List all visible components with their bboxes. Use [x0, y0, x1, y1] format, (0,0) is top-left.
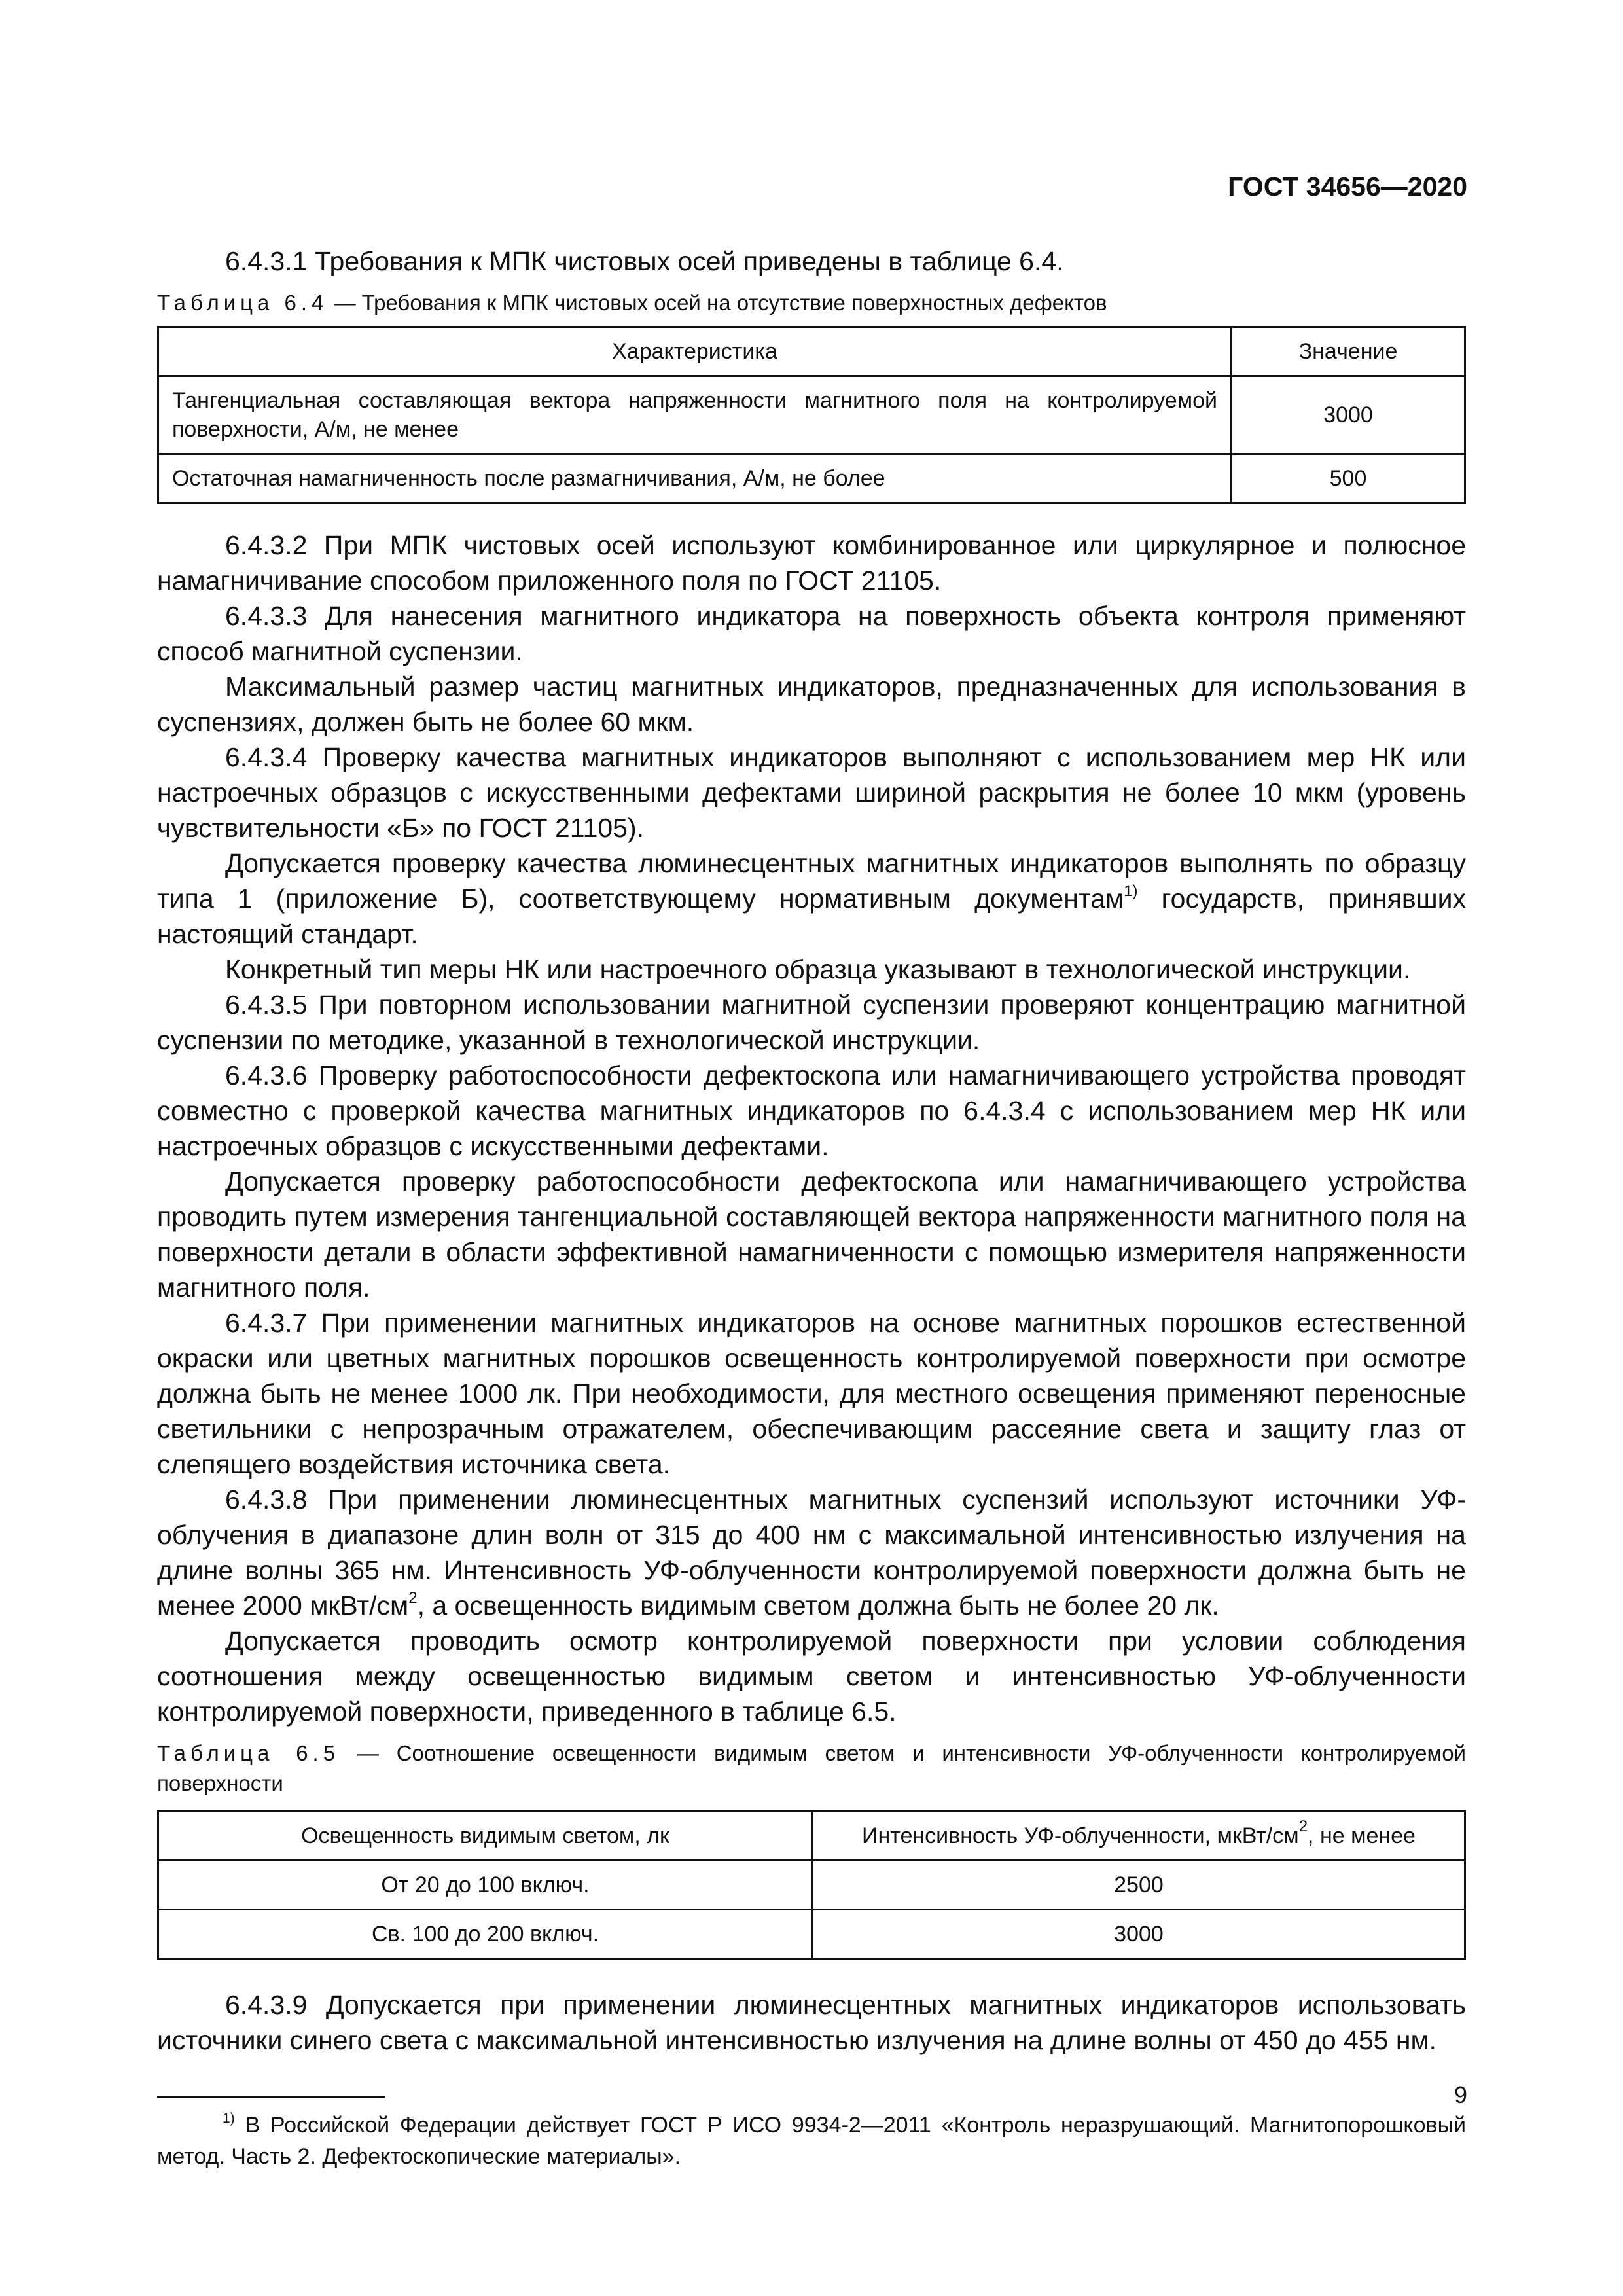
paragraph-text: 6.4.3.8 При применении люминесцентных магнитных суспензий используют источники УФ-облучения в диапазоне длин волн от 315 до 400 нм с максимальной интенсивностью излучения на длине волны 365 нм. Интенсивность УФ-облученности контролируемой поверхности должна быть не менее 2000 мкВт/см [157, 1484, 1466, 1621]
cell-value: 500 [1232, 454, 1465, 503]
column-header-value: Значение [1232, 327, 1465, 376]
table-6-4-caption [157, 288, 1466, 318]
paragraph-flaw-detector-check: Допускается проверку работоспособности дефектоскопа или намагничивающего устройства проводить путем измерения тангенциальной составляющей вектора напряженности магнитного поля на поверхности детали в области эффективной намагниченности с помощью измерителя напряженности магнитного поля. [157, 1166, 1466, 1302]
table-header-row [158, 1812, 1465, 1861]
table-header-row [158, 327, 1465, 376]
column-header-uv-intensity [813, 1812, 1465, 1861]
paragraph-6-4-3-7: 6.4.3.7 При применении магнитных индикаторов на основе магнитных порошков естественной окраски или цветных магнитных порошков освещенность контролируемой поверхности при осмотре должна быть не менее 1000 лк. При необходимости, для местного освещения применяют переносные светильники с непрозрачным отражателем, обеспечивающим рассеяние света и защиту глаз от слепящего воздействия источника света. [157, 1308, 1466, 1479]
footnote [157, 2109, 1466, 2172]
column-header-characteristic: Характеристика [158, 327, 1232, 376]
paragraph-6-4-3-4: 6.4.3.4 Проверку качества магнитных индикаторов выполняют с использованием мер НК или настроечных образцов с искусственными дефектами шириной раскрытия не более 10 мкм (уровень чувствительности «Б» по ГОСТ 21105). [157, 742, 1466, 843]
paragraph-particle-size: Максимальный размер частиц магнитных индикаторов, предназначенных для использования в суспензиях, должен быть не более 60 мкм. [157, 672, 1466, 737]
table-row [158, 376, 1465, 454]
footnote-reference: 1) [1124, 882, 1138, 900]
page-number: 9 [1454, 2081, 1467, 2108]
paragraph-6-4-3-8 [157, 1482, 1466, 1623]
paragraph-sample-type: Конкретный тип меры НК или настроечного образца указывают в технологической инструкции. [225, 954, 1411, 984]
footnote-marker: 1) [223, 2111, 235, 2126]
table-6-5-caption [157, 1738, 1466, 1799]
cell-value: 3000 [1232, 376, 1465, 454]
table-6-5 [157, 1810, 1466, 1960]
superscript: 2 [408, 1589, 418, 1607]
superscript: 2 [1298, 1818, 1308, 1835]
paragraph-6-4-3-2: 6.4.3.2 При МПК чистовых осей используют комбинированное или циркулярное и полюсное намагничивание способом приложенного поля по ГОСТ 21105. [157, 530, 1466, 596]
paragraph-text: Допускается проверку качества люминесцентных магнитных индикаторов выполнять по образцу типа 1 (приложение Б), соответствующему нормативным документам [157, 848, 1466, 914]
document-designation: ГОСТ 34656—2020 [1228, 171, 1467, 202]
header-text: Интенсивность УФ-облученности, мкВт/см [862, 1823, 1299, 1848]
paragraph-6-4-3-3: 6.4.3.3 Для нанесения магнитного индикатора на поверхность объекта контроля применяют способ магнитной суспензии. [157, 601, 1466, 666]
paragraph-inspection-ratio: Допускается проводить осмотр контролируемой поверхности при условии соблюдения соотношения между освещенностью видимым светом и интенсивностью УФ-облученности контролируемой поверхности, приведенного в таблице 6.5. [157, 1626, 1466, 1727]
cell-illuminance: От 20 до 100 включ. [158, 1861, 813, 1910]
paragraph-6-4-3-5: 6.4.3.5 При повторном использовании магнитной суспензии проверяют концентрацию магнитной суспензии по методике, указанной в технологической инструкции. [157, 990, 1466, 1055]
paragraph-text: , а освещенность видимым светом должна быть не более 20 лк. [417, 1590, 1219, 1621]
cell-illuminance: Св. 100 до 200 включ. [158, 1910, 813, 1959]
table-6-4-caption-text: — Требования к МПК чистовых осей на отсутствие поверхностных дефектов [328, 291, 1107, 315]
table-row [158, 1910, 1465, 1959]
table-6-5-caption-text: — Соотношение освещенности видимым светом и интенсивности УФ-облученности контролируемой поверхности [157, 1741, 1466, 1795]
table-6-5-caption-label: Таблица 6.5 [157, 1741, 340, 1765]
paragraph-luminescent-check [157, 846, 1466, 952]
table-6-4-caption-label: Таблица 6.4 [157, 291, 329, 315]
cell-uv-intensity: 2500 [813, 1861, 1465, 1910]
cell-characteristic: Остаточная намагниченность после размагничивания, А/м, не более [158, 454, 1232, 503]
footnote-separator [157, 2096, 385, 2098]
table-row [158, 1861, 1465, 1910]
table-6-4 [157, 326, 1466, 504]
cell-characteristic: Тангенциальная составляющая вектора напряженности магнитного поля на контролируемой поверхности, А/м, не менее [158, 376, 1232, 454]
page-content [157, 243, 1466, 2172]
paragraph-6-4-3-9: 6.4.3.9 Допускается при применении люминесцентных магнитных индикаторов использовать источники синего света с максимальной интенсивностью излучения на длине волны от 450 до 455 нм. [157, 1990, 1466, 2055]
footnote-text: В Российской Федерации действует ГОСТ Р ИСО 9934-2—2011 «Контроль неразрушающий. Магнитопорошковый метод. Часть 2. Дефектоскопические материалы». [157, 2113, 1466, 2169]
header-text: , не менее [1308, 1823, 1416, 1848]
column-header-illuminance: Освещенность видимым светом, лк [158, 1812, 813, 1861]
paragraph-text: государств, принявших настоящий стандарт. [157, 884, 1466, 949]
table-row [158, 454, 1465, 503]
paragraph-6-4-3-6: 6.4.3.6 Проверку работоспособности дефектоскопа или намагничивающего устройства проводят совместно с проверкой качества магнитных индикаторов по 6.4.3.4 с использованием мер НК или настроечных образцов с искусственными дефектами. [157, 1060, 1466, 1161]
paragraph-6-4-3-1: 6.4.3.1 Требования к МПК чистовых осей приведены в таблице 6.4. [225, 246, 1064, 276]
cell-uv-intensity: 3000 [813, 1910, 1465, 1959]
